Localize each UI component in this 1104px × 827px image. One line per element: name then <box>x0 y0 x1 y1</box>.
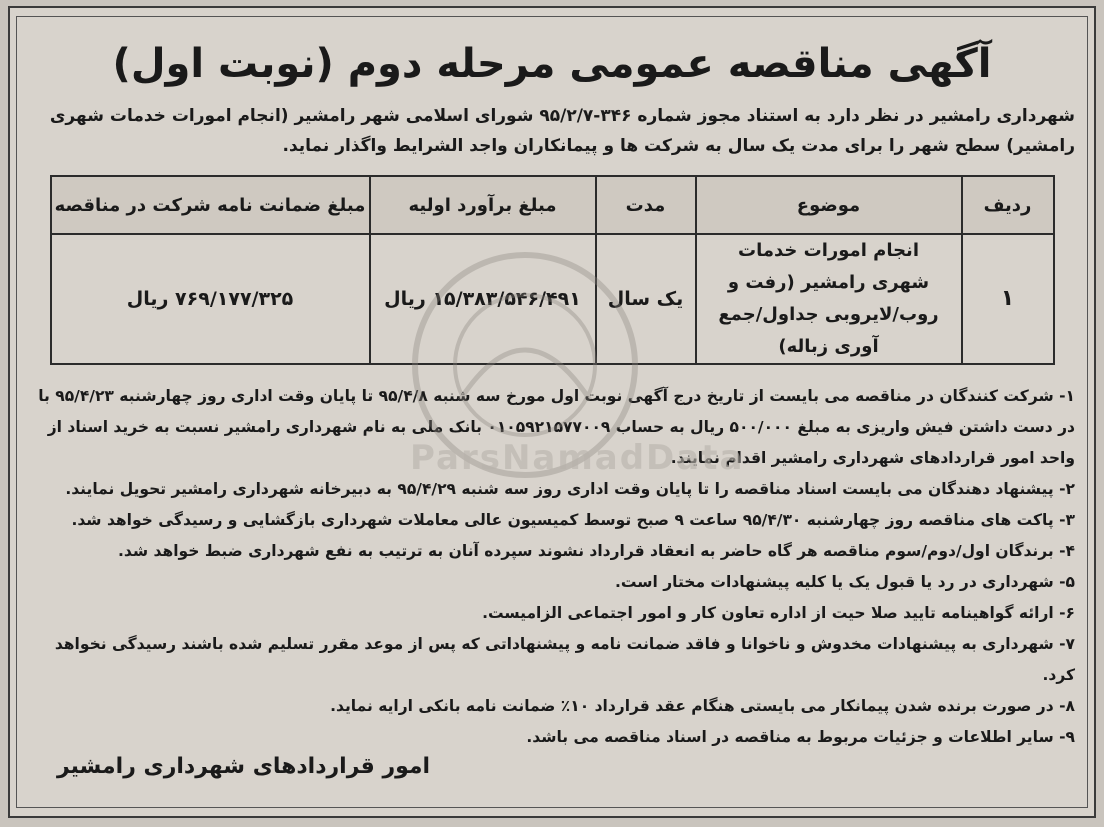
list-item: ۸- در صورت برنده شدن پیمانکار می بایستی هنگام عقد قرارداد ۱۰٪ ضمانت نامه بانکی ارایه نماید. <box>330 697 1075 715</box>
cell-guarantee: ۷۶۹/۱۷۷/۳۲۵ ریال <box>51 234 370 364</box>
list-item: ۱- شرکت کنندگان در مناقصه می بایست از تاریخ درج آگهی نوبت اول مورخ سه شنبه ۹۵/۴/۸ تا پایان وقت اداری روز چهارشنبه ۹۵/۴/۲۳ با در دست داشتن فیش واریزی به مبلغ ۵۰۰/۰۰۰ ریال به حساب ۰۱۰۵۹۲۱۵۷۷۰۰۹ بانک ملی به نام شهرداری رامشیر نسبت به خرید اسناد از واحد امور قراردادهای شهرداری رامشیر اقدام نمایند. <box>38 387 1075 467</box>
table-row <box>51 234 1054 364</box>
list-item: ۵- شهرداری در رد یا قبول یک یا کلیه پیشنهادات مختار است. <box>614 573 1075 591</box>
list-item: ۶- ارائه گواهینامه تایید صلا حیت از اداره تعاون کار و امور اجتماعی الزامیست. <box>482 604 1075 622</box>
signature: امور قراردادهای شهرداری رامشیر <box>57 754 431 779</box>
cell-subject: انجام امورات خدمات شهری رامشیر (رفت و روب/لایروبی جداول/جمع آوری زباله) <box>696 234 962 364</box>
notice-page <box>8 6 1096 818</box>
cell-estimate: ۱۵/۳۸۳/۵۴۶/۴۹۱ ریال <box>370 234 596 364</box>
list-item: ۳- پاکت های مناقصه روز چهارشنبه ۹۵/۴/۳۰ ساعت ۹ صبح توسط کمیسیون عالی معاملات شهرداری بازگشایی و رسیدگی خواهد شد. <box>71 511 1075 529</box>
header-guarantee: مبلغ ضمانت نامه شرکت در مناقصه <box>51 176 370 234</box>
list-item: ۷- شهرداری به پیشنهادات مخدوش و ناخوانا و فاقد ضمانت نامه و پیشنهاداتی که پس از موعد مقرر تسلیم شده باشند رسیدگی نخواهد کرد. <box>54 635 1075 684</box>
watermark-text: ParsNamadData <box>410 438 745 478</box>
notice-frame <box>16 16 1088 808</box>
list-item: ۴- برندگان اول/دوم/سوم مناقصه هر گاه حاضر به انعقاد قرارداد نشوند سپرده آنان به ترتیب به نفع شهرداری ضبط خواهد شد. <box>118 542 1075 560</box>
header-estimate: مبلغ برآورد اولیه <box>370 176 596 234</box>
list-item: ۲- پیشنهاد دهندگان می بایست اسناد مناقصه را تا پایان وقت اداری روز سه شنبه ۹۵/۴/۲۹ به دبیرخانه شهرداری رامشیر تحویل نمایند. <box>65 480 1075 498</box>
header-duration: مدت <box>596 176 696 234</box>
notice-intro: شهرداری رامشیر در نظر دارد به استناد مجوز شماره ۳۴۶-۹۵/۲/۷ شورای اسلامی شهر رامشیر (انجام امورات خدمات شهری رامشیر) سطح شهر را برای مدت یک سال به شرکت ها و پیمانکاران واجد الشرایط واگذار نماید. <box>49 106 1075 156</box>
notice-title: آگهی مناقصه عمومی مرحله دوم (نوبت اول) <box>112 41 992 87</box>
list-item: ۹- سایر اطلاعات و جزئیات مربوط به مناقصه در اسناد مناقصه می باشد. <box>526 728 1075 746</box>
header-subject: موضوع <box>696 176 962 234</box>
cell-row-number: ۱ <box>962 234 1054 364</box>
cell-duration: یک سال <box>596 234 696 364</box>
conditions-list <box>29 381 1075 753</box>
header-row-number: ردیف <box>962 176 1054 234</box>
tender-table-header <box>51 176 1054 234</box>
tender-table <box>50 175 1055 365</box>
